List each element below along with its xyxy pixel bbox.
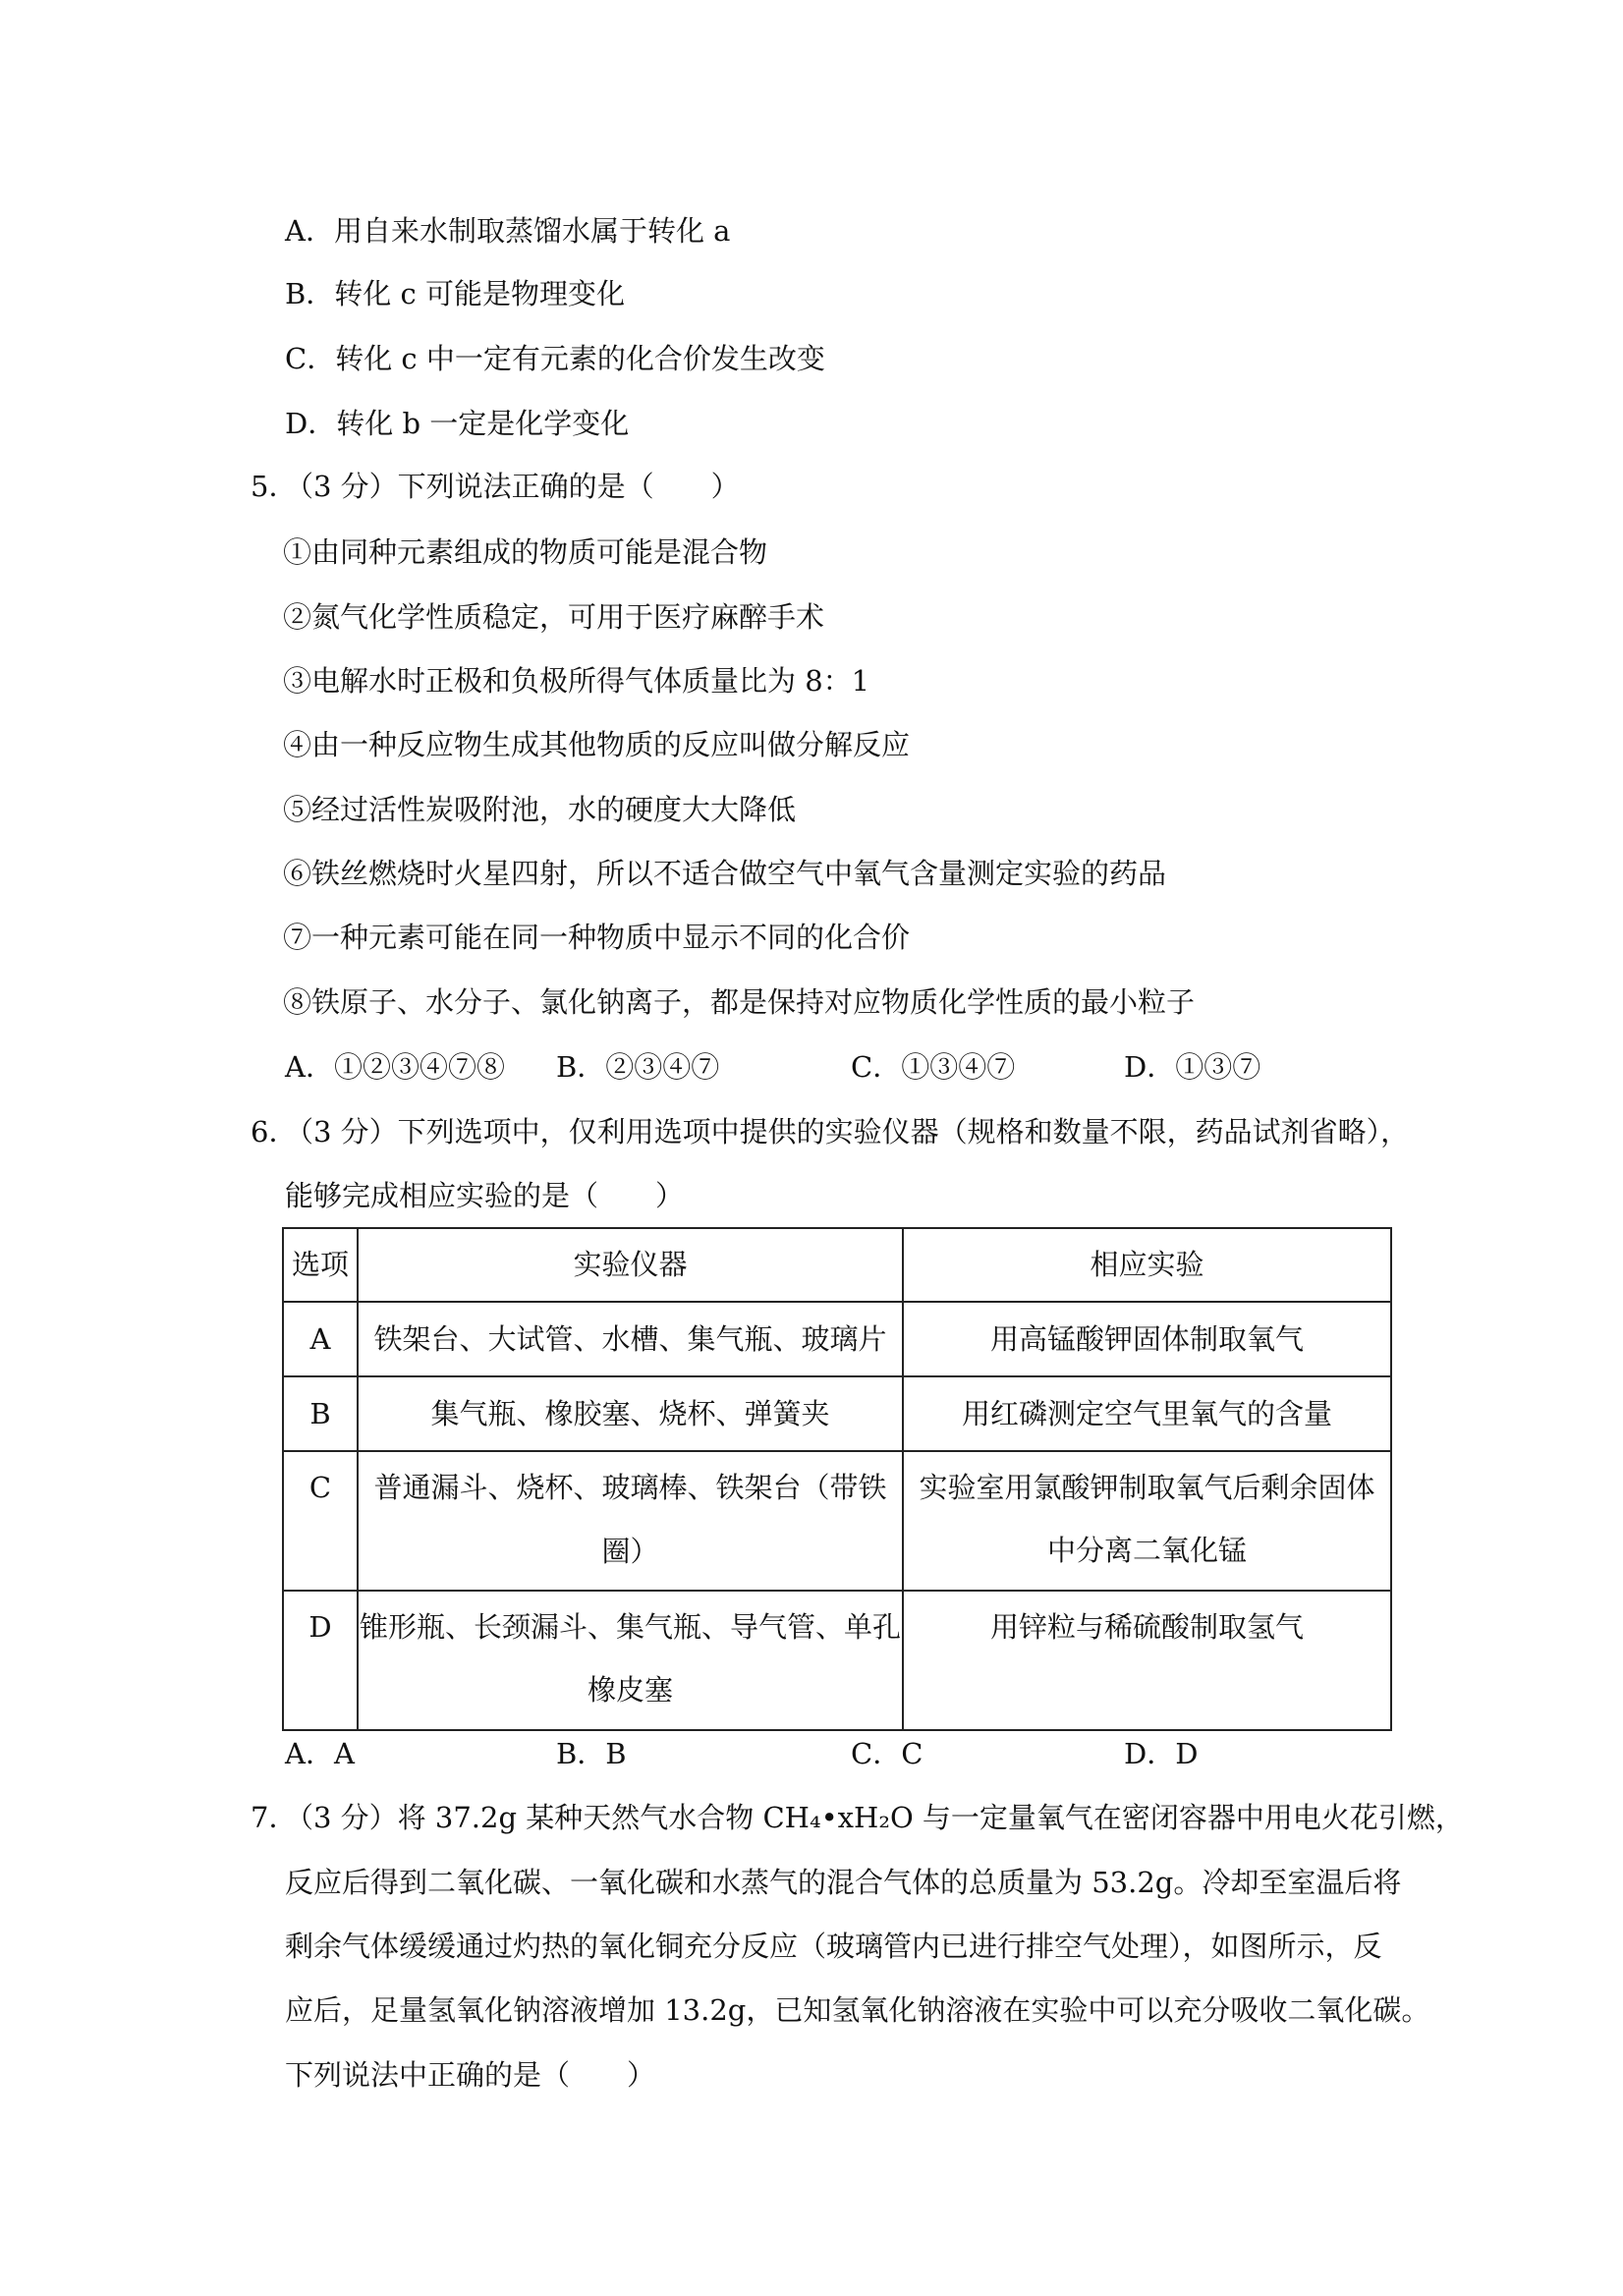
q7-number: 7．	[251, 1801, 298, 1834]
row-experiment-line1: 实验室用氯酸钾制取氧气后剩余固体	[919, 1471, 1375, 1504]
row-experiment-line2: 中分离二氧化锰	[1046, 1534, 1247, 1567]
row-experiment: 用高锰酸钾固体制取氧气	[903, 1302, 1391, 1376]
q6-option-a: A．A	[285, 1737, 355, 1770]
q7-line-2: 反应后得到二氧化碳、一氧化碳和水蒸气的混合气体的总质量为 53.2g。冷却至室温后将	[285, 1866, 1402, 1899]
q6-table	[282, 1227, 1392, 1731]
q5-statement-7: ⑦一种元素可能在同一种物质中显示不同的化合价	[283, 921, 911, 954]
row-option: B	[283, 1376, 358, 1451]
q4-option-c: C．转化 c 中一定有元素的化合价发生改变	[285, 342, 825, 375]
q5-option-b: B．②③④⑦	[556, 1050, 720, 1084]
table-header-instruments: 实验仪器	[358, 1228, 903, 1302]
table-row	[283, 1302, 1391, 1376]
q4-option-a: A．用自来水制取蒸馏水属于转化 a	[285, 214, 731, 248]
table-header-experiment: 相应实验	[903, 1228, 1391, 1302]
q5-option-c: C．①③④⑦	[851, 1050, 1016, 1084]
table-row	[283, 1591, 1391, 1730]
q5-option-a: A．①②③④⑦⑧	[285, 1050, 505, 1084]
q5-statement-3: ③电解水时正极和负极所得气体质量比为 8：1	[283, 664, 870, 698]
table-header-option: 选项	[283, 1228, 358, 1302]
q5-stem: （3 分）下列说法正确的是（ ）	[285, 470, 740, 503]
table-row	[283, 1376, 1391, 1451]
row-instruments-line2: 橡皮塞	[587, 1673, 673, 1707]
row-option: C	[283, 1451, 358, 1591]
q6-number: 6．	[251, 1115, 298, 1148]
q6-option-c: C．C	[851, 1737, 923, 1770]
q5-statement-8: ⑧铁原子、水分子、氯化钠离子，都是保持对应物质化学性质的最小粒子	[283, 985, 1196, 1019]
table-row	[283, 1451, 1391, 1591]
q4-option-b: B．转化 c 可能是物理变化	[285, 277, 625, 310]
table-header-row	[283, 1228, 1391, 1302]
q6-option-d: D．D	[1124, 1737, 1199, 1770]
row-instruments: 普通漏斗、烧杯、玻璃棒、铁架台（带铁圈）	[358, 1451, 903, 1591]
q7-line-5: 下列说法中正确的是（ ）	[285, 2058, 656, 2092]
q5-statement-1: ①由同种元素组成的物质可能是混合物	[283, 535, 768, 569]
row-experiment	[903, 1451, 1391, 1591]
q7-line-4: 应后，足量氢氧化钠溶液增加 13.2g，已知氢氧化钠溶液在实验中可以充分吸收二氧化碳。	[285, 1993, 1430, 2027]
q5-statement-5: ⑤经过活性炭吸附池，水的硬度大大降低	[283, 793, 797, 826]
q5-number: 5．	[251, 470, 298, 503]
row-instruments: 铁架台、大试管、水槽、集气瓶、玻璃片	[358, 1302, 903, 1376]
q4-option-d: D．转化 b 一定是化学变化	[285, 407, 630, 440]
q5-statement-4: ④由一种反应物生成其他物质的反应叫做分解反应	[283, 728, 911, 761]
q6-stem-line1: （3 分）下列选项中，仅利用选项中提供的实验仪器（规格和数量不限，药品试剂省略），	[285, 1115, 1410, 1148]
row-option: D	[283, 1591, 358, 1730]
q7-line-1: （3 分）将 37.2g 某种天然气水合物 CH₄•xH₂O 与一定量氧气在密闭容器中用电火花引燃，	[285, 1801, 1464, 1834]
row-instruments-line1: 锥形瓶、长颈漏斗、集气瓶、导气管、单孔	[359, 1610, 901, 1644]
q7-line-3: 剩余气体缓缓通过灼热的氧化铜充分反应（玻璃管内已进行排空气处理），如图所示，反	[285, 1930, 1382, 1963]
row-instruments: 集气瓶、橡胶塞、烧杯、弹簧夹	[358, 1376, 903, 1451]
q5-option-d: D．①③⑦	[1124, 1050, 1261, 1084]
row-instruments	[358, 1591, 903, 1730]
q6-stem-line2: 能够完成相应实验的是（ ）	[285, 1179, 685, 1212]
q6-option-b: B．B	[556, 1737, 627, 1770]
row-option: A	[283, 1302, 358, 1376]
q5-statement-2: ②氮气化学性质稳定，可用于医疗麻醉手术	[283, 600, 825, 634]
q5-statement-6: ⑥铁丝燃烧时火星四射，所以不适合做空气中氧气含量测定实验的药品	[283, 857, 1167, 890]
row-experiment: 用红磷测定空气里氧气的含量	[903, 1376, 1391, 1451]
row-experiment: 用锌粒与稀硫酸制取氢气	[903, 1591, 1391, 1730]
